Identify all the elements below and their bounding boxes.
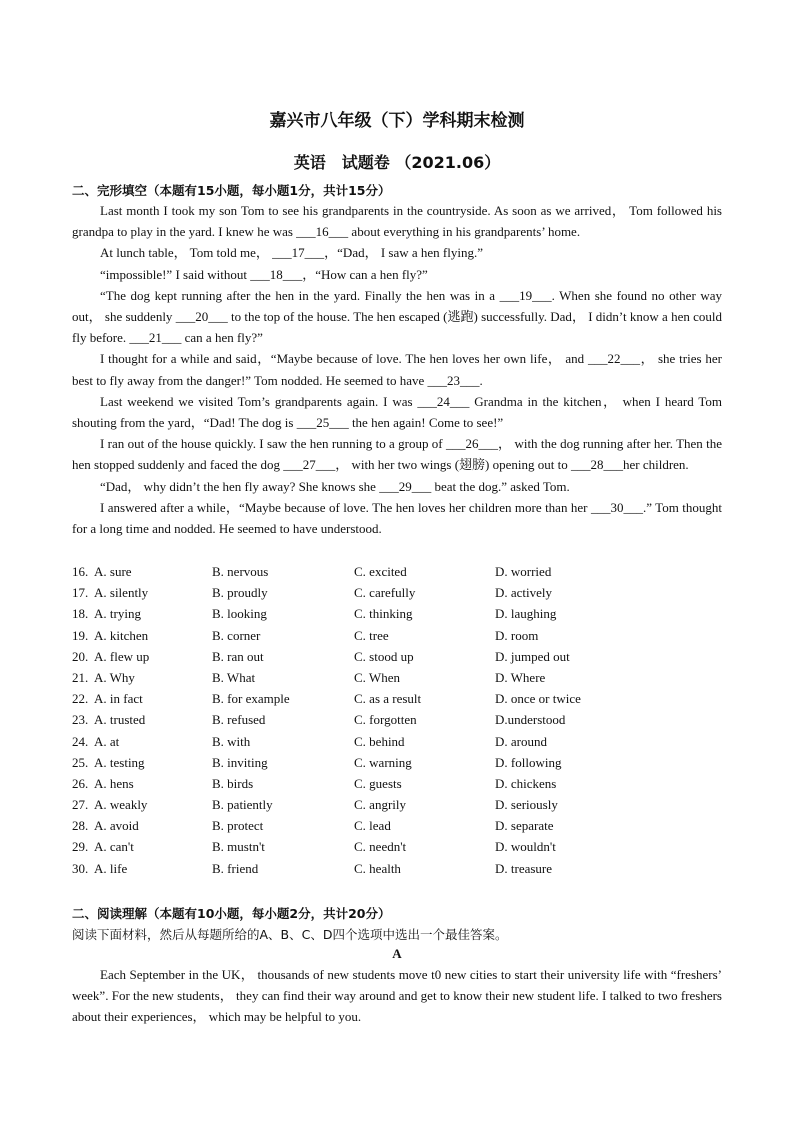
question-number: 20. [72,648,89,664]
question-number: 21. [72,669,89,685]
cloze-paragraph: At lunch table， Tom told me， ___17___，“Dad， I saw a hen flying.” [100,245,483,261]
option-b: B. ran out [212,648,264,664]
section-reading-heading: 二、阅读理解（本题有10小题，每小题2分，共计20分） [72,906,391,921]
option-a: A. flew up [94,648,150,664]
option-d: D. treasure [495,860,553,876]
option-a: A. kitchen [94,627,149,643]
option-row [72,815,722,836]
option-d: D. around [495,733,547,749]
option-d: D. wouldn't [495,839,556,855]
cloze-paragraph: I answered after a while，“Maybe because of love. The hen loves her children more than her ___30___.” Tom thought for a long time and nodded. He seemed to have understood. [72,499,722,537]
cloze-passage [72,200,722,539]
option-row [72,646,722,667]
option-c: C. excited [354,564,407,579]
option-row [72,773,722,794]
option-a: A. hens [94,775,134,791]
option-b: B. birds [212,775,254,791]
option-row [72,858,722,879]
cloze-options [72,561,722,879]
option-row [72,667,722,688]
option-d: D. separate [495,818,554,834]
option-row [72,603,722,624]
option-a: A. sure [94,564,132,579]
exam-title: 嘉兴市八年级（下）学科期末检测 [269,111,525,131]
option-c: C. carefully [354,585,416,601]
option-b: B. refused [212,712,266,728]
option-row [72,794,722,815]
option-b: B. inviting [212,754,268,770]
question-number: 16. [72,564,89,579]
option-a: A. trusted [94,712,146,728]
option-a: A. in fact [94,691,143,707]
option-b: B. for example [212,691,290,707]
option-row [72,625,722,646]
option-a: A. at [94,733,120,749]
option-a: A. testing [94,754,145,770]
option-c: C. tree [354,627,389,643]
cloze-paragraph: “impossible!” I said without ___18___，“How can a hen fly?” [100,266,428,282]
option-d: D. room [495,627,539,643]
question-number: 19. [72,627,89,643]
cloze-paragraph: I ran out of the house quickly. I saw the hen running to a group of ___26___， with the dog running after her. Then the hen stopped suddenly and faced the dog ___27___， with her two wings (翅膀) opening out to ___28___her children. [72,436,722,473]
option-d: D. actively [495,585,553,601]
question-number: 22. [72,691,89,707]
cloze-paragraph: Last weekend we visited Tom’s grandparents again. I was ___24___ Grandma in the kitchen， when I heard Tom shouting from the yard，“Dad! The dog is ___25___ the hen again! Come to see!” [72,393,722,431]
option-c: C. angrily [354,797,406,813]
option-row [72,836,722,857]
option-a: A. trying [94,606,141,622]
question-number: 24. [72,733,89,749]
option-d: D. Where [495,669,546,685]
cloze-paragraph: Last month I took my son Tom to see his grandparents in the countryside. As soon as we arrived， Tom followed his grandpa to play in the yard. I knew he was ___16___ about everything in his grandparents’ home. [72,203,722,240]
question-number: 25. [72,754,89,770]
reading-instruction: 阅读下面材料，然后从每题所给的A、B、C、D四个选项中选出一个最佳答案。 [72,927,508,942]
option-c: C. as a result [354,691,422,707]
option-b: B. What [212,669,256,685]
option-b: B. proudly [212,585,268,601]
option-d: D. following [495,754,562,770]
option-c: C. guests [354,775,402,791]
question-number: 30. [72,860,89,876]
option-row [72,561,722,582]
option-c: C. needn't [354,839,407,855]
question-number: 29. [72,839,89,855]
option-a: A. can't [94,839,134,855]
option-row [72,752,722,773]
cloze-paragraph: “Dad， why didn’t the hen fly away? She knows she ___29___ beat the dog.” asked Tom. [100,478,570,494]
option-row [72,688,722,709]
option-d: D. jumped out [495,648,570,664]
option-a: A. weakly [94,797,148,813]
option-c: C. lead [354,818,391,834]
option-c: C. health [354,860,401,876]
option-a: A. avoid [94,818,139,834]
option-row [72,709,722,730]
cloze-paragraph: “The dog kept running after the hen in the yard. Finally the hen was in a ___19___. When she found no other way out， she suddenly ___20___ to the top of the house. The hen escaped (逃跑) successfully. Dad， I didn’t know a hen could fly before. ___21___ can a hen fly?” [72,287,722,346]
option-d: D.understood [495,712,566,728]
option-d: D. worried [495,564,552,579]
option-d: D. seriously [495,797,558,813]
option-c: C. stood up [354,648,414,664]
question-number: 28. [72,818,89,834]
question-number: 23. [72,712,89,728]
option-b: B. with [212,733,251,749]
exam-subtitle: 英语 试题卷 （2021.06） [293,153,501,172]
option-d: D. chickens [495,775,557,791]
option-c: C. When [354,669,400,685]
option-a: A. life [94,860,128,876]
option-a: A. silently [94,585,149,601]
option-b: B. friend [212,860,259,876]
option-b: B. corner [212,627,261,643]
option-b: B. looking [212,606,267,622]
option-c: C. behind [354,733,405,749]
option-a: A. Why [94,669,135,685]
question-number: 17. [72,585,89,601]
option-row [72,731,722,752]
reading-passage-a [72,964,722,1028]
reading-paragraph: Each September in the UK， thousands of new students move t0 new cities to start their university life with “freshers’ week”. For the new students， they can find their way around and get to know their new student life. I talked to two freshers about their experiences， which may be helpful to you. [72,967,722,1025]
option-b: B. mustn't [212,839,265,855]
question-number: 26. [72,775,89,791]
option-row [72,582,722,603]
option-c: C. forgotten [354,712,417,728]
option-b: B. protect [212,818,264,834]
option-c: C. warning [354,754,412,770]
question-number: 27. [72,797,89,813]
option-b: B. patiently [212,797,273,813]
option-d: D. laughing [495,606,557,622]
question-number: 18. [72,606,89,622]
section-cloze-heading: 二、完形填空（本题有15小题，每小题1分，共计15分） [72,183,391,198]
option-d: D. once or twice [495,691,581,707]
option-c: C. thinking [354,606,413,622]
cloze-paragraph: I thought for a while and said，“Maybe because of love. The hen loves her own life， and ___22___， she tries her best to fly away from the danger!” Tom nodded. He seemed to have ___23___. [72,351,722,388]
passage-label: A [392,946,402,961]
option-b: B. nervous [212,564,269,579]
